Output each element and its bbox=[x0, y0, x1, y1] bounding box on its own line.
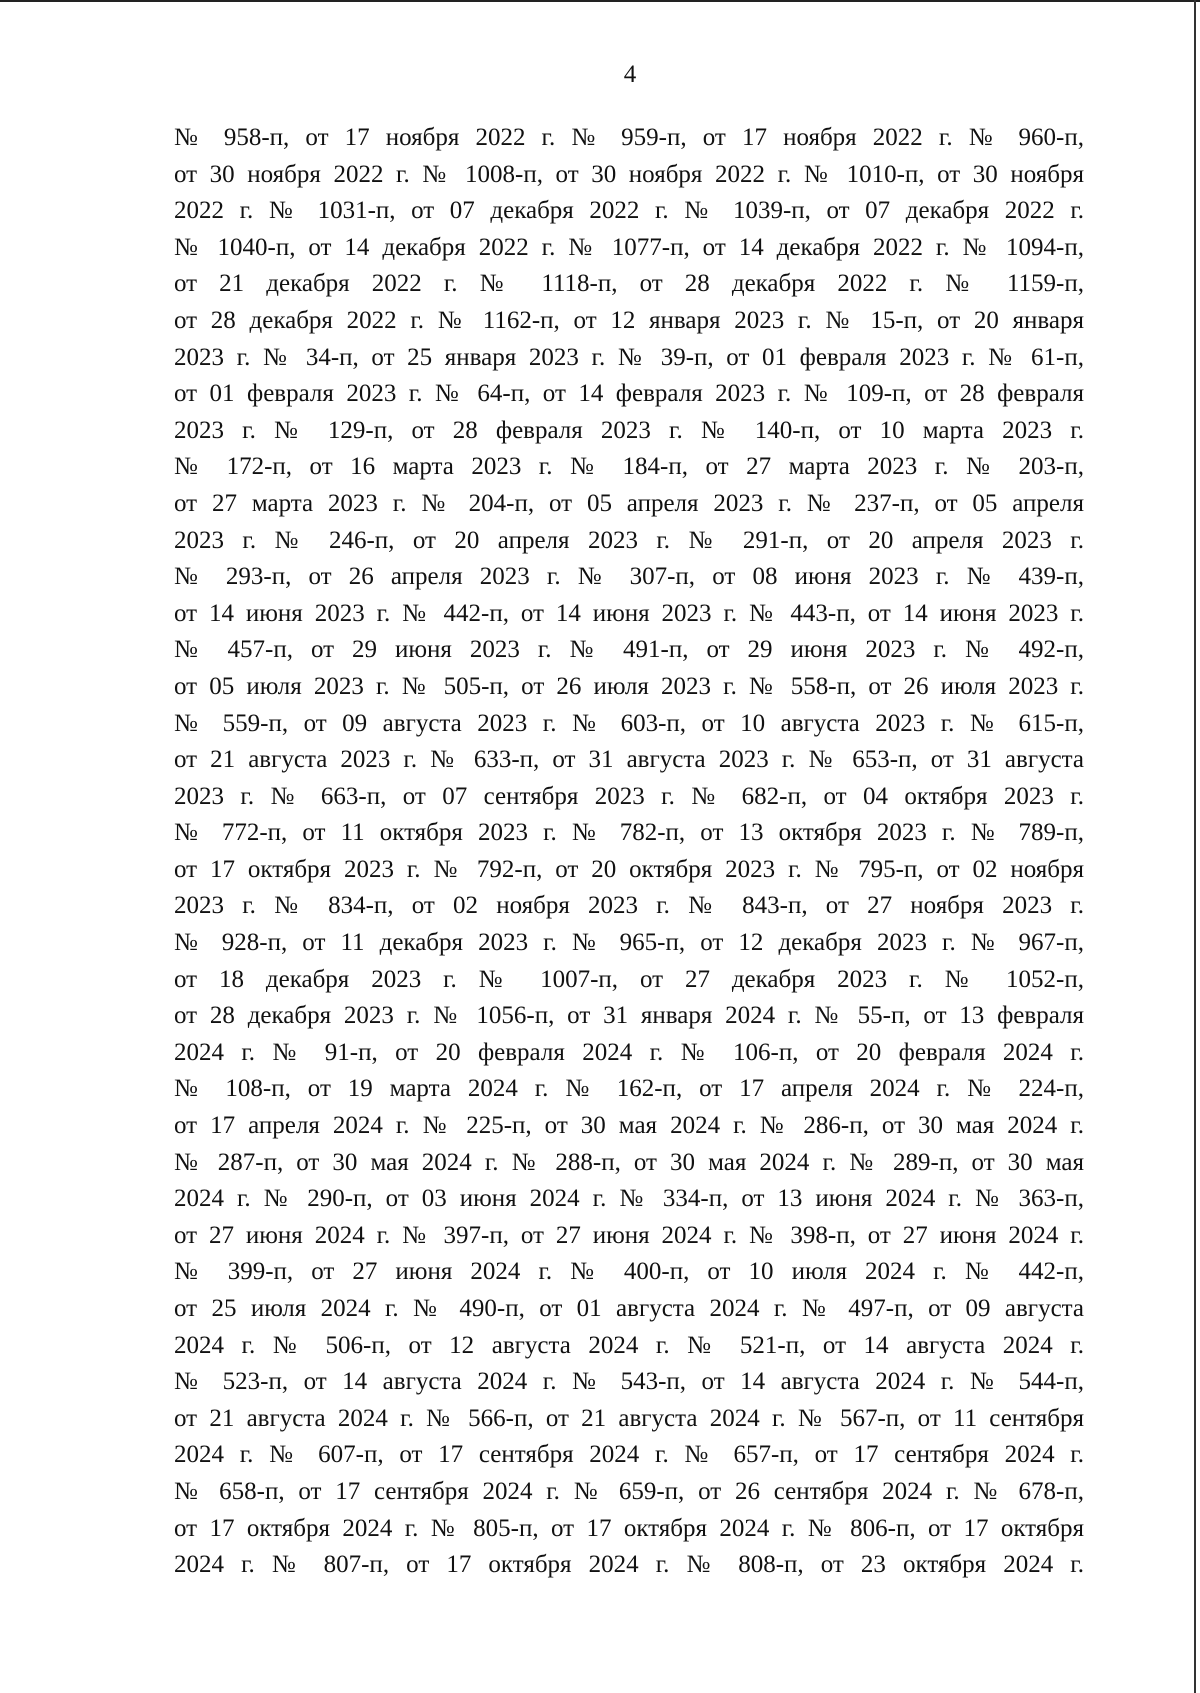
text-line: 2023 г. № 246-п, от 20 апреля 2023 г. № 291-п, от 20 апреля 2023 г. bbox=[174, 526, 1084, 554]
text-line: от 17 апреля 2024 г. № 225-п, от 30 мая 2024 г. № 286-п, от 30 мая 2024 г. bbox=[174, 1112, 1084, 1140]
text-line: № 958-п, от 17 ноября 2022 г. № 959-п, от 17 ноября 2022 г. № 960-п, bbox=[174, 124, 1084, 151]
text-line: № 772-п, от 11 октября 2023 г. № 782-п, от 13 октября 2023 г. № 789-п, bbox=[174, 819, 1084, 847]
text-line: 2023 г. № 663-п, от 07 сентября 2023 г. № 682-п, от 04 октября 2023 г. bbox=[174, 782, 1084, 810]
text-line: № 457-п, от 29 июня 2023 г. № 491-п, от 29 июня 2023 г. № 492-п, bbox=[174, 636, 1084, 664]
text-line: от 18 декабря 2023 г. № 1007-п, от 27 декабря 2023 г. № 1052-п, bbox=[174, 965, 1084, 993]
text-line: от 21 августа 2023 г. № 633-п, от 31 августа 2023 г. № 653-п, от 31 августа bbox=[174, 746, 1084, 774]
text-line: от 27 марта 2023 г. № 204-п, от 05 апреля 2023 г. № 237-п, от 05 апреля bbox=[174, 489, 1084, 517]
text-line: от 14 июня 2023 г. № 442-п, от 14 июня 2023 г. № 443-п, от 14 июня 2023 г. bbox=[174, 599, 1084, 627]
text-line: от 01 февраля 2023 г. № 64-п, от 14 февраля 2023 г. № 109-п, от 28 февраля bbox=[174, 380, 1084, 408]
text-line: № 658-п, от 17 сентября 2024 г. № 659-п, от 26 сентября 2024 г. № 678-п, bbox=[174, 1477, 1084, 1505]
text-line: 2024 г. № 607-п, от 17 сентября 2024 г. № 657-п, от 17 сентября 2024 г. bbox=[174, 1441, 1084, 1469]
body-text bbox=[174, 120, 1084, 1584]
text-line: № 523-п, от 14 августа 2024 г. № 543-п, от 14 августа 2024 г. № 544-п, bbox=[174, 1368, 1084, 1396]
text-line: 2024 г. № 91-п, от 20 февраля 2024 г. № 106-п, от 20 февраля 2024 г. bbox=[174, 1038, 1084, 1066]
text-line: № 287-п, от 30 мая 2024 г. № 288-п, от 30 мая 2024 г. № 289-п, от 30 мая bbox=[174, 1148, 1084, 1176]
text-line: от 30 ноября 2022 г. № 1008-п, от 30 ноября 2022 г. № 1010-п, от 30 ноября bbox=[174, 160, 1084, 188]
text-line: от 27 июня 2024 г. № 397-п, от 27 июня 2024 г. № 398-п, от 27 июня 2024 г. bbox=[174, 1221, 1084, 1249]
text-line: № 399-п, от 27 июня 2024 г. № 400-п, от 10 июля 2024 г. № 442-п, bbox=[174, 1258, 1084, 1286]
text-line: 2024 г. № 506-п, от 12 августа 2024 г. № 521-п, от 14 августа 2024 г. bbox=[174, 1331, 1084, 1359]
text-line: № 1040-п, от 14 декабря 2022 г. № 1077-п, от 14 декабря 2022 г. № 1094-п, bbox=[174, 233, 1084, 261]
scan-edge-top bbox=[0, 0, 1200, 2]
text-line: от 05 июля 2023 г. № 505-п, от 26 июля 2023 г. № 558-п, от 26 июля 2023 г. bbox=[174, 672, 1084, 700]
text-line: 2022 г. № 1031-п, от 07 декабря 2022 г. № 1039-п, от 07 декабря 2022 г. bbox=[174, 197, 1084, 225]
text-line: 2023 г. № 129-п, от 28 февраля 2023 г. № 140-п, от 10 марта 2023 г. bbox=[174, 416, 1084, 444]
text-line: от 28 декабря 2022 г. № 1162-п, от 12 января 2023 г. № 15-п, от 20 января bbox=[174, 306, 1084, 334]
text-line: № 108-п, от 19 марта 2024 г. № 162-п, от 17 апреля 2024 г. № 224-п, bbox=[174, 1075, 1084, 1103]
text-line: от 28 декабря 2023 г. № 1056-п, от 31 января 2024 г. № 55-п, от 13 февраля bbox=[174, 1002, 1084, 1030]
text-line: от 17 октября 2024 г. № 805-п, от 17 октября 2024 г. № 806-п, от 17 октября bbox=[174, 1514, 1084, 1542]
page-number: 4 bbox=[623, 61, 637, 88]
text-line: 2023 г. № 834-п, от 02 ноября 2023 г. № 843-п, от 27 ноября 2023 г. bbox=[174, 892, 1084, 920]
text-line: от 21 августа 2024 г. № 566-п, от 21 августа 2024 г. № 567-п, от 11 сентября bbox=[174, 1404, 1084, 1432]
text-line: 2024 г. № 807-п, от 17 октября 2024 г. № 808-п, от 23 октября 2024 г. bbox=[174, 1551, 1084, 1579]
text-line: от 21 декабря 2022 г. № 1118-п, от 28 декабря 2022 г. № 1159-п, bbox=[174, 270, 1084, 298]
text-line: от 25 июля 2024 г. № 490-п, от 01 августа 2024 г. № 497-п, от 09 августа bbox=[174, 1295, 1084, 1322]
text-line: № 172-п, от 16 марта 2023 г. № 184-п, от 27 марта 2023 г. № 203-п, bbox=[174, 453, 1084, 481]
text-line: № 928-п, от 11 декабря 2023 г. № 965-п, от 12 декабря 2023 г. № 967-п, bbox=[174, 929, 1084, 957]
text-line: № 293-п, от 26 апреля 2023 г. № 307-п, от 08 июня 2023 г. № 439-п, bbox=[174, 563, 1084, 591]
scan-edge-right bbox=[1194, 0, 1196, 1693]
text-line: 2024 г. № 290-п, от 03 июня 2024 г. № 334-п, от 13 июня 2024 г. № 363-п, bbox=[174, 1185, 1084, 1213]
text-line: от 17 октября 2023 г. № 792-п, от 20 октября 2023 г. № 795-п, от 02 ноября bbox=[174, 855, 1084, 883]
text-line: 2023 г. № 34-п, от 25 января 2023 г. № 39-п, от 01 февраля 2023 г. № 61-п, bbox=[174, 343, 1084, 371]
text-line: № 559-п, от 09 августа 2023 г. № 603-п, от 10 августа 2023 г. № 615-п, bbox=[174, 709, 1084, 737]
